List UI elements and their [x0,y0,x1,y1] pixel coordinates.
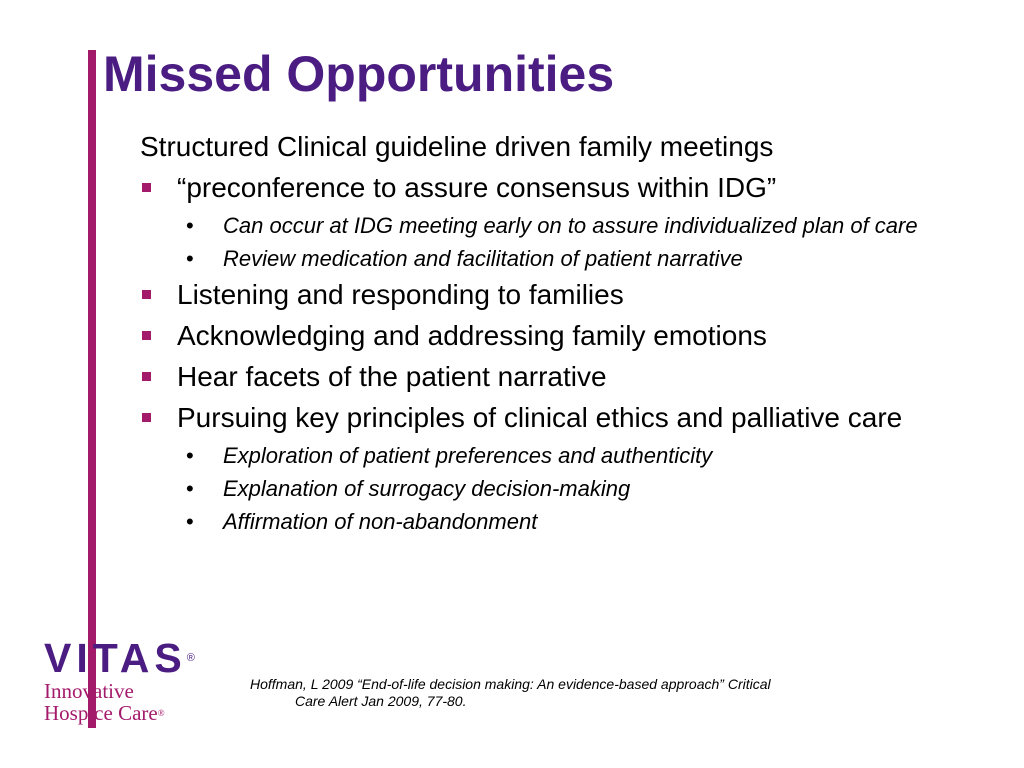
square-bullet-icon [142,372,151,381]
logo-tagline-line2: Hospice Care® [44,701,165,725]
bullet-item [140,319,940,353]
sub-bullet-item [186,213,940,238]
lead-text: Structured Clinical guideline driven family meetings [140,131,774,162]
sub-bullet-item [186,246,940,271]
slide-content [140,130,940,534]
dot-bullet-icon: • [186,476,194,501]
bullet-text: “preconference to assure consensus within IDG” [177,172,777,203]
citation-line2: Care Alert Jan 2009, 77-80. [295,693,467,709]
citation [250,676,910,710]
dot-bullet-icon: • [186,213,194,238]
sub-bullet-text: Exploration of patient preferences and authenticity [223,443,713,468]
sub-bullet-text: Can occur at IDG meeting early on to assure individualized plan of care [223,213,918,238]
dot-bullet-icon: • [186,246,194,271]
bullet-text: Listening and responding to families [177,279,624,310]
vitas-logo [44,636,244,736]
citation-line1: Hoffman, L 2009 “End-of-life decision making: An evidence-based approach” Critical [250,676,771,692]
bullet-text: Hear facets of the patient narrative [177,361,607,392]
dot-bullet-icon: • [186,443,194,468]
sub-bullet-text: Explanation of surrogacy decision-making [223,476,631,501]
bullet-item [140,360,940,394]
logo-wordmark: VITAS® [44,635,195,681]
accent-bar [88,50,96,728]
sub-bullet-item [186,476,940,501]
bullet-text: Pursuing key principles of clinical ethics and palliative care [177,402,903,433]
bullet-item [140,401,940,435]
sub-bullet-item [186,443,940,468]
square-bullet-icon [142,183,151,192]
square-bullet-icon [142,413,151,422]
square-bullet-icon [142,290,151,299]
bullet-item [140,171,940,205]
slide-title: Missed Opportunities [103,46,615,102]
dot-bullet-icon: • [186,509,194,534]
sub-bullet-text: Review medication and facilitation of patient narrative [223,246,743,271]
sub-bullet-item [186,509,940,534]
bullet-item [140,278,940,312]
logo-tagline-line1: Innovative [44,679,134,703]
sub-bullet-text: Affirmation of non-abandonment [223,509,538,534]
square-bullet-icon [142,331,151,340]
bullet-text: Acknowledging and addressing family emotions [177,320,767,351]
